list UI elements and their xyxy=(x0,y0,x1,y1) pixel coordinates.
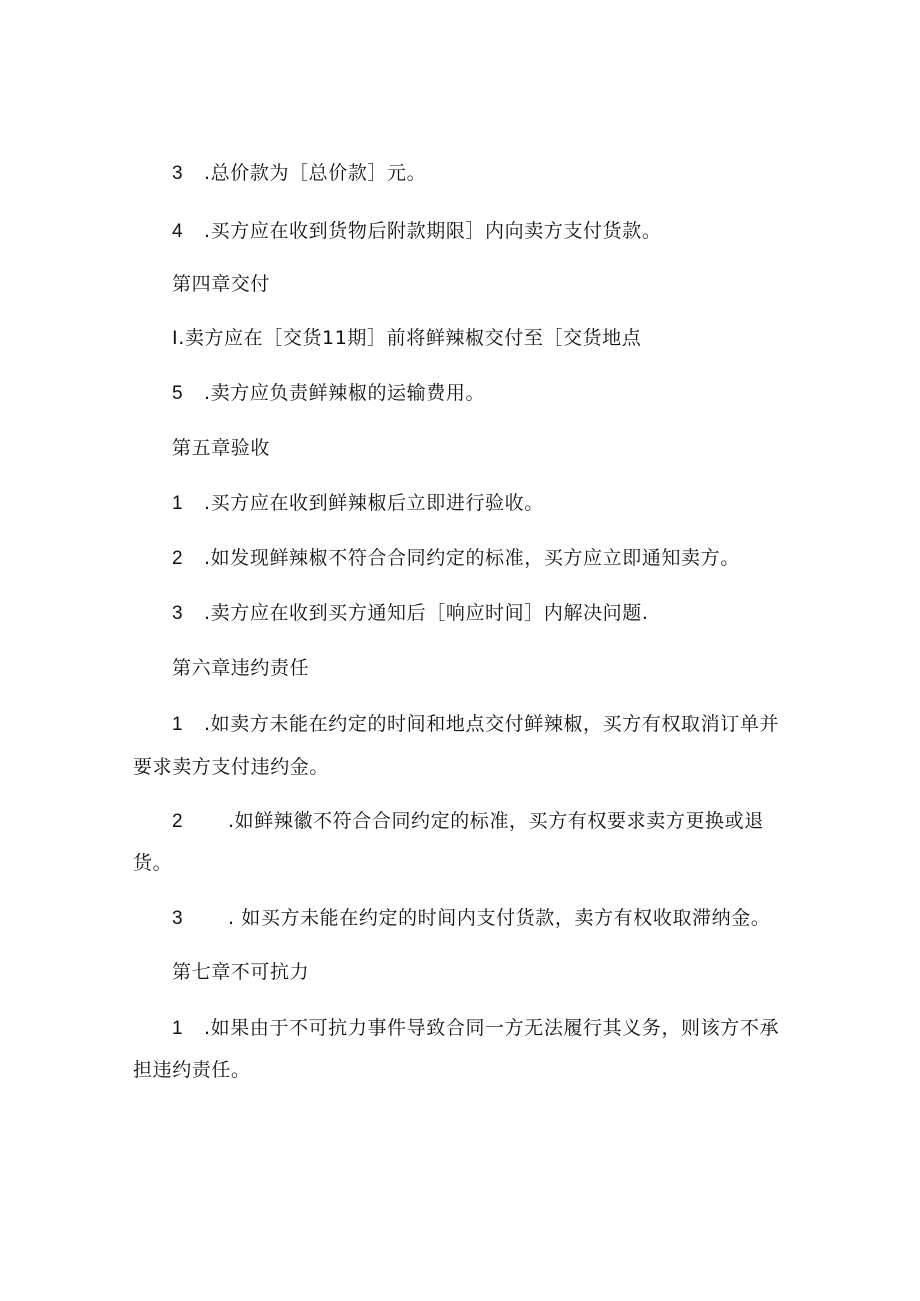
clause-number: 4 xyxy=(172,221,184,242)
clause-text: .如卖方未能在约定的时间和地点交付鲜辣椒，买方有权取消订单并 xyxy=(204,713,780,735)
chapter-heading-force-majeure: 第七章不可抗力 xyxy=(172,961,310,983)
clause-1-inspection xyxy=(172,491,544,516)
clause-delivery-date: I.卖方应在［交货11期］前将鲜辣椒交付至［交货地点 xyxy=(172,327,642,349)
clause-number: 3 xyxy=(172,603,184,624)
clause-5-transport xyxy=(172,381,485,406)
clause-number: 1 xyxy=(172,493,184,514)
clause-number: 3 xyxy=(172,908,184,929)
clause-text: .卖方应在收到买方通知后［响应时间］内解决问题. xyxy=(204,602,649,624)
clause-2-nonconformity xyxy=(172,546,740,571)
clause-1-force-majeure-continued: 担违约责任。 xyxy=(133,1059,251,1081)
clause-number: 3 xyxy=(172,163,184,184)
clause-3-resolution xyxy=(172,601,648,626)
clause-text: .买方应在收到货物后附款期限］内向卖方支付货款。 xyxy=(204,220,662,242)
chapter-heading-delivery: 第四章交付 xyxy=(172,273,271,295)
clause-3-late-payment xyxy=(172,906,770,931)
clause-text: .总价款为［总价款］元。 xyxy=(204,162,427,184)
clause-number: 1 xyxy=(172,714,184,735)
clause-1-late-delivery xyxy=(172,712,779,737)
clause-2-replacement-continued: 货。 xyxy=(133,852,173,874)
clause-1-force-majeure xyxy=(172,1016,779,1041)
clause-3-price xyxy=(172,161,426,186)
clause-text: .如鲜辣徽不符合合同约定的标准，买方有权要求卖方更换或退 xyxy=(228,810,764,832)
clause-number: 2 xyxy=(172,548,184,569)
clause-4-payment xyxy=(172,219,661,244)
clause-text: .买方应在收到鲜辣椒后立即进行验收。 xyxy=(204,492,544,514)
clause-1-late-delivery-continued: 要求卖方支付违约金。 xyxy=(133,756,330,778)
clause-number: 2 xyxy=(172,811,184,832)
chapter-heading-inspection: 第五章验收 xyxy=(172,437,271,459)
clause-2-replacement xyxy=(172,809,764,834)
clause-text: . 如买方未能在约定的时间内支付货款，卖方有权收取滞纳金。 xyxy=(228,907,771,929)
clause-number: 5 xyxy=(172,383,184,404)
clause-number: 1 xyxy=(172,1018,184,1039)
clause-text: .如果由于不可抗力事件导致合同一方无法履行其义务，则该方不承 xyxy=(204,1017,780,1039)
clause-text: .如发现鲜辣椒不符合合同约定的标准，买方应立即通知卖方。 xyxy=(204,547,740,569)
chapter-heading-liability: 第六章违约责任 xyxy=(172,657,310,679)
clause-text: .卖方应负责鲜辣椒的运输费用。 xyxy=(204,382,486,404)
